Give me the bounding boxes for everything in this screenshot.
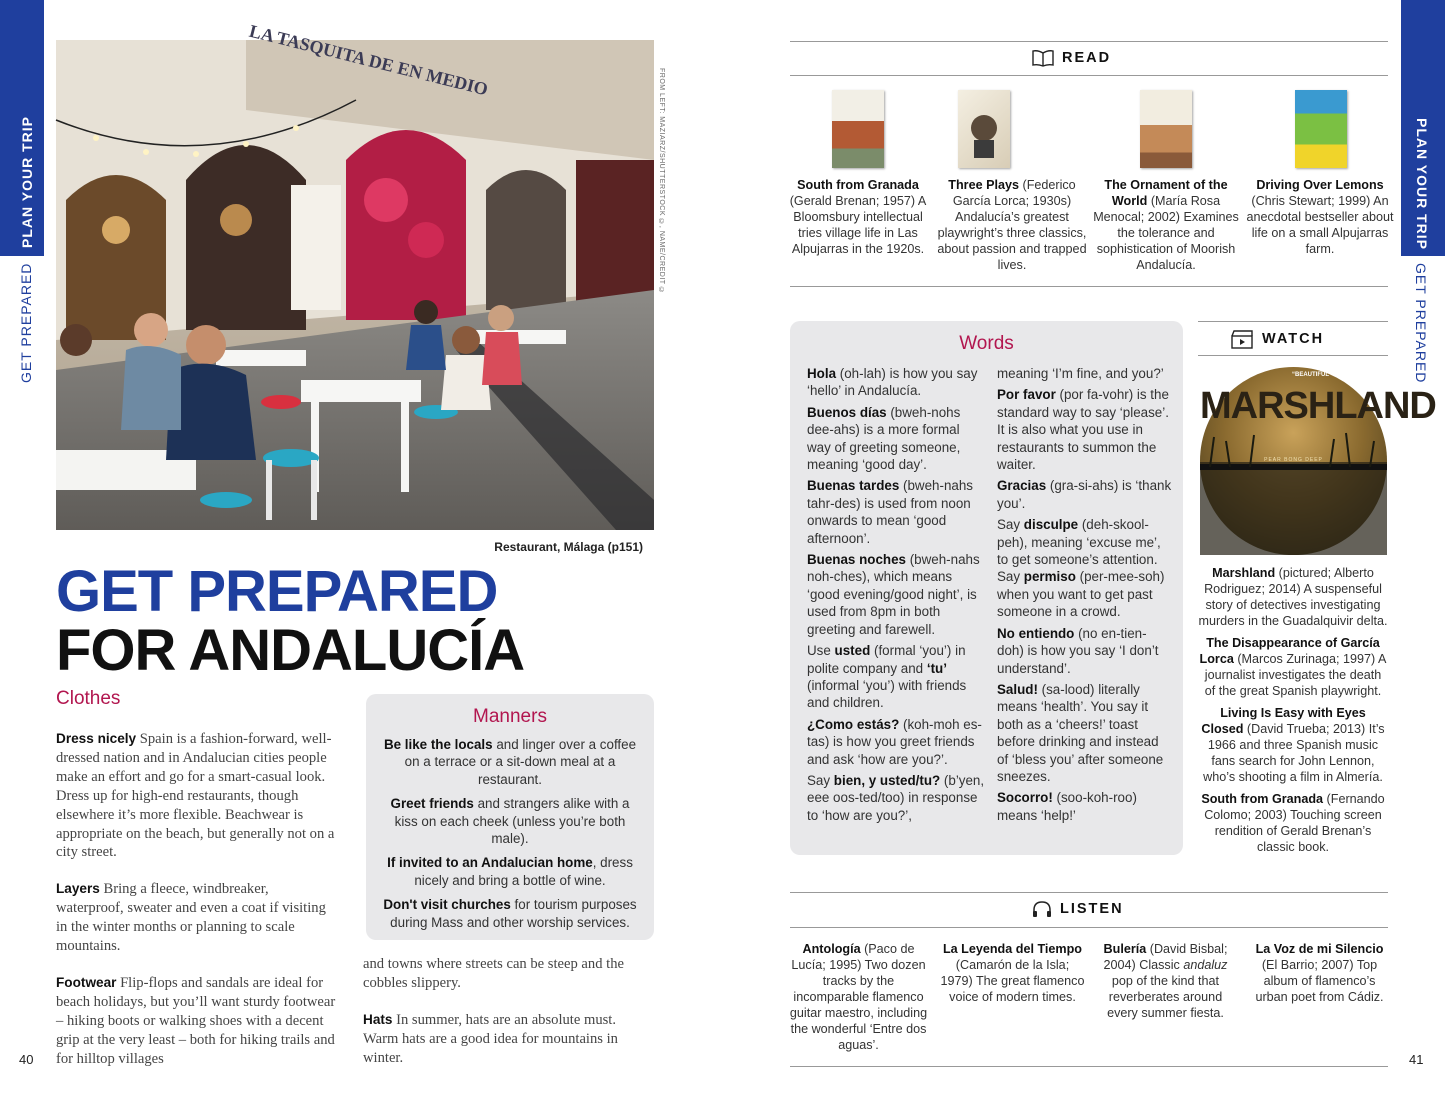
words-box	[790, 321, 1183, 855]
read-item	[1245, 177, 1395, 257]
manners-box	[366, 694, 654, 940]
word-entry	[997, 625, 1172, 677]
word-entry	[997, 789, 1172, 824]
word-entry	[997, 477, 1172, 512]
restaurant-photo	[56, 20, 654, 530]
book-desc: (Chris Stewart; 1999) An anecdotal bestseller about life on a small Alpujarras farm.	[1246, 194, 1394, 256]
watch-label	[1230, 329, 1324, 349]
book-title: The Ornament of the World	[1104, 178, 1228, 208]
book-title: Three Plays	[948, 178, 1019, 192]
book-desc: (María Rosa Menocal; 2002) Examines the tolerance and sophistication of Moorish Andalucía.	[1093, 194, 1239, 272]
manners-text: and strangers alike with a kiss on each cheek (unless you’re both male).	[394, 796, 630, 847]
clothes-item-footwear	[56, 974, 338, 1069]
album-desc-italic: andaluz	[1183, 958, 1228, 972]
lorca-portrait	[958, 90, 1010, 168]
book-cover-three-plays	[958, 90, 1010, 168]
manners-item	[382, 736, 638, 788]
open-book-icon	[1032, 49, 1054, 67]
word-entry	[997, 365, 1172, 382]
clothes-text: Bring a fleece, windbreaker, waterproof, sweater and even a coat if visiting in the winter months or planning to scale mountains.	[56, 881, 326, 955]
words-column-1	[807, 365, 985, 828]
word-entry	[807, 642, 985, 712]
word-term: Hola	[807, 366, 837, 381]
word-text: (bweh-nahs tahr-des) is used from noon onwards to mean ‘good afternoon’.	[807, 478, 973, 546]
manners-text: and linger over a coffee on a terrace or a sit-down meal at a restaurant.	[404, 737, 637, 787]
restaurant-illustration	[56, 40, 654, 530]
word-text: Say	[807, 772, 834, 788]
word-text: (informal ‘you’) with friends and children.	[807, 677, 967, 711]
listen-label	[1032, 900, 1124, 918]
film-desc: (Marcos Zurinaga; 1997) A journalist investigates the death of the great Spanish playwright.	[1204, 652, 1387, 698]
album-title: La Leyenda del Tiempo	[942, 942, 1083, 956]
clothes-heading: Clothes	[56, 688, 121, 709]
word-text: (no en-tien-doh) is how you say ‘I don’t understand’.	[997, 625, 1159, 676]
listen-item	[940, 941, 1085, 1005]
side-tab-right-main: PLAN YOUR TRIP	[1414, 118, 1430, 250]
word-term: ‘tu’	[926, 660, 947, 676]
photo-caption: Restaurant, Málaga (p151)	[494, 540, 643, 554]
listen-label-text: LISTEN	[1060, 901, 1124, 917]
clothes-column-2	[363, 955, 653, 1068]
manners-item	[382, 795, 638, 847]
word-term: bien, y usted/tu?	[833, 772, 941, 788]
word-term: Buenas tardes	[807, 478, 900, 494]
word-term: Buenas noches	[807, 552, 906, 568]
watch-item	[1198, 635, 1388, 699]
manners-term: Be like the locals	[383, 737, 493, 752]
listen-item	[786, 941, 931, 1053]
watch-top-rule	[1198, 321, 1388, 322]
book-cover-driving-over-lemons	[1295, 90, 1347, 168]
word-term: Gracias	[997, 478, 1047, 494]
word-term: No entiendo	[997, 625, 1075, 641]
read-top-rule	[790, 41, 1388, 42]
book-cover-south-from-granada	[832, 90, 884, 168]
watch-item	[1198, 705, 1388, 785]
film-title: Marshland	[1212, 566, 1276, 580]
word-text: (koh-moh es-tas) is how you greet friends and ask ‘how are you?’.	[807, 716, 982, 767]
word-text: Use	[807, 643, 835, 659]
page-number-right: 41	[1409, 1052, 1424, 1067]
word-entry	[807, 404, 985, 474]
manners-term: Don't visit churches	[383, 897, 511, 913]
manners-term: If invited to an Andalucian home	[387, 855, 593, 871]
word-entry	[997, 681, 1172, 785]
photo-credit: FROM LEFT: MAZIARZ/SHUTTERSTOCK ©, NAME/CREDIT ©	[658, 68, 665, 295]
film-desc: (Fernando Colomo; 2003) Touching screen rendition of Gerald Brenan’s classic book.	[1204, 792, 1385, 854]
word-term: usted	[834, 643, 871, 659]
book-title: Driving Over Lemons	[1256, 178, 1384, 192]
film-title: South from Granada	[1201, 792, 1324, 806]
listen-mid-rule	[790, 927, 1388, 928]
side-tab-left-main: PLAN YOUR TRIP	[19, 116, 35, 248]
headphones-icon	[1032, 900, 1052, 918]
poster-title: MARSHLAND	[1200, 385, 1436, 427]
poster-tagline: PEAR BONG DEEP	[1264, 457, 1323, 463]
word-text: (deh-skool-peh), meaning ‘excuse me’, to get someone’s attention. Say	[997, 517, 1161, 585]
read-item	[783, 177, 933, 257]
watch-item	[1198, 565, 1388, 629]
word-text: meaning ‘I’m fine, and you?’	[997, 366, 1164, 381]
clothes-text: In summer, hats are an absolute must. Warm hats are a good idea for mountains in winter.	[363, 1011, 618, 1066]
read-item	[1091, 177, 1241, 273]
word-text: Say	[997, 517, 1024, 533]
side-tab-right-sub: GET PREPARED	[1413, 263, 1429, 384]
word-entry	[807, 477, 985, 547]
clapperboard-icon	[1230, 329, 1254, 349]
listen-top-rule	[790, 892, 1388, 893]
clothes-term: Hats	[363, 1011, 393, 1027]
word-term: permiso	[1023, 569, 1076, 585]
album-desc: (Camarón de la Isla; 1979) The great flamenco voice of modern times.	[940, 958, 1085, 1004]
clothes-term: Dress nicely	[56, 731, 137, 746]
word-entry	[997, 386, 1172, 473]
word-text: (bweh-nohs dee-ahs) is a more formal way of greeting someone, meaning ‘good day’.	[807, 404, 961, 473]
clothes-item-dress	[56, 730, 338, 862]
manners-item	[382, 854, 638, 889]
read-mid-rule	[790, 75, 1388, 76]
book-desc: (Gerald Brenan; 1957) A Bloomsbury intellectual tries village life in Las Alpujarras in the 1920s.	[789, 194, 927, 256]
words-column-2	[997, 365, 1172, 828]
album-desc: pop of the kind that reverberates around every summer fiesta.	[1107, 974, 1224, 1020]
word-term: Salud!	[997, 681, 1038, 697]
read-label	[1032, 49, 1111, 67]
title-line-1: GET PREPARED	[56, 559, 498, 624]
word-text: (gra-si-ahs) is ‘thank you’.	[997, 478, 1172, 511]
album-title: Bulería	[1103, 942, 1147, 956]
book-desc: (Federico García Lorca; 1930s) Andalucía’s greatest playwright’s three classics, about passion and trapped lives.	[937, 178, 1087, 272]
word-entry	[807, 772, 985, 824]
film-desc: (David Trueba; 2013) It’s 1966 and three Spanish music fans search for John Lennon, who’s shooting a film in Almería.	[1203, 722, 1385, 784]
clothes-item-layers	[56, 880, 338, 956]
clothes-continued: and towns where streets can be steep and the cobbles slippery.	[363, 956, 624, 991]
album-title: La Voz de mi Silencio	[1255, 942, 1384, 956]
watch-mid-rule	[1198, 355, 1388, 356]
marshland-poster	[1200, 367, 1436, 555]
manners-text: , dress nicely and bring a bottle of wine.	[414, 855, 633, 888]
watch-label-text: WATCH	[1262, 331, 1325, 347]
word-text: (b’yen, eee oos-ted/too) in response to ‘how are you?’,	[807, 772, 985, 823]
manners-text: for tourism purposes during Mass and other worship services.	[390, 897, 637, 930]
photo-sign-text: LA TASQUITA DE EN MEDIO	[247, 20, 490, 100]
film-desc: (pictured; Alberto Rodriguez; 2014) A suspenseful story of detectives investigating murders in the Guadalquivir delta.	[1198, 566, 1388, 628]
side-tab-left-sub: GET PREPARED	[18, 262, 34, 383]
clothes-term: Layers	[56, 881, 100, 897]
page-number-left: 40	[19, 1052, 34, 1067]
watch-item	[1198, 791, 1388, 855]
word-text: (formal ‘you’) in polite company and	[807, 643, 966, 676]
book-title: South from Granada	[797, 178, 919, 192]
word-entry	[807, 551, 985, 638]
book-cover-ornament-of-the-world	[1140, 90, 1192, 168]
read-bottom-rule	[790, 286, 1388, 287]
album-desc: (Paco de Lucía; 1995) Two dozen tracks by the incomparable flamenco guitar maestro, including the wonderful ‘Entre dos aguas’.	[789, 942, 928, 1052]
word-term: Socorro!	[997, 790, 1053, 806]
word-entry	[997, 516, 1172, 620]
clothes-text: Flip-flops and sandals are ideal for beach holidays, but you’ll want sturdy footwear – hiking boots or walking shoes with a decent grip at the very least – both for hiking trails and for hilltop villages	[56, 974, 336, 1067]
word-term: disculpe	[1023, 517, 1079, 533]
album-title: Antología	[802, 942, 861, 956]
word-entry	[807, 716, 985, 768]
read-label-text: READ	[1062, 50, 1112, 66]
poster-quote: “BEAUTIFUL”	[1292, 372, 1332, 378]
watch-list	[1198, 565, 1388, 861]
read-item	[937, 177, 1087, 273]
album-desc: (David Bisbal; 2004) Classic	[1103, 942, 1228, 972]
clothes-text: Spain is a fashion-forward, well-dressed nation and in Andalucian cities people make an effort and go for a smart-casual look. Dress up for high-end restaurants, though elsewhere it’s more flexible. Beachwear is appropriate on the beach, but generally not on a city street.	[56, 731, 335, 861]
word-text: (sa-lood) literally means ‘health’. You say it both as a ‘cheers!’ toast before drinking and instead of ‘bless you’ after someone sneezes.	[997, 681, 1164, 784]
listen-item	[1247, 941, 1392, 1005]
film-title: Living Is Easy with Eyes Closed	[1201, 706, 1366, 736]
word-text: (oh-lah) is how you say ‘hello’ in Andalucía.	[807, 366, 978, 399]
title-line-2: FOR ANDALUCÍA	[56, 618, 525, 683]
word-term: Buenos días	[807, 404, 887, 420]
word-text: (per-mee-soh) when you want to get past someone in a crowd.	[997, 569, 1165, 620]
film-title: The Disappearance of García Lorca	[1199, 636, 1380, 666]
word-text: (bweh-nahs noh-ches), which means ‘good evening/good night’, is used from 8pm in both greeting and farewell.	[807, 552, 980, 637]
manners-heading: Manners	[473, 706, 547, 727]
clothes-column-1	[56, 730, 338, 1069]
clothes-term: Footwear	[56, 974, 117, 990]
listen-item	[1093, 941, 1238, 1021]
album-desc: (El Barrio; 2007) Top album of flamenco’s urban poet from Cádiz.	[1255, 958, 1384, 1004]
word-term: ¿Como estás?	[807, 716, 900, 732]
listen-bottom-rule	[790, 1066, 1388, 1067]
words-heading: Words	[959, 333, 1014, 354]
manners-item	[382, 896, 638, 931]
word-text: (soo-koh-roo) means ‘help!’	[997, 790, 1137, 823]
word-text: (por fa-vohr) is the standard way to say ‘please’. It is also what you use in restaurants to summon the waiter.	[997, 387, 1169, 473]
clothes-item-hats	[363, 1011, 653, 1068]
word-entry	[807, 365, 985, 400]
manners-term: Greet friends	[390, 796, 474, 812]
word-term: Por favor	[997, 387, 1056, 403]
